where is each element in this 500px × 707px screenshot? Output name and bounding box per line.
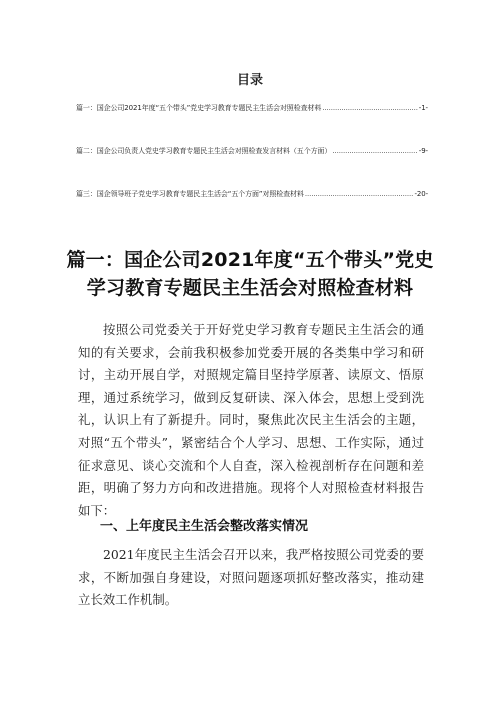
- toc-entry-3[interactable]: [76, 189, 428, 199]
- document-title-line-1: 篇一：国企公司2021年度“五个带头”党史: [66, 249, 434, 271]
- toc-entry-text: 篇二：国企公司负责人党史学习教育专题民主生活会对照检查发言材料（五个方面）: [76, 147, 332, 155]
- toc-entry-text: 篇三：国企领导班子党史学习教育专题民主生活会“五个方面”对照检查材料: [76, 190, 304, 198]
- section-heading-1: 一、上年度民主生活会整改落实情况: [100, 519, 309, 534]
- toc-leader: [332, 147, 417, 155]
- toc-entry-page: -20-: [414, 190, 428, 198]
- intro-paragraph: 按照公司党委关于开好党史学习教育专题民主生活会的通知的有关要求，会前我积极参加党委开展的各类集中学习和研讨，主动开展自学，对照规定篇目坚持学原著、读原文、悟原理，通过系统学习，做到反复研读、深入体会，思想上受到洗礼，认识上有了新提升。同时，聚焦此次民主生活会的主题，对照“五个带头”，紧密结合个人学习、思想、工作实际，通过征求意见、谈心交流和个人自查，深入检视剖析存在问题和差距，明确了努力方向和改进措施。现将个人对照检查材料报告如下：: [78, 322, 424, 518]
- section-1-paragraph: 2021年度民主生活会召开以来，我严格按照公司党委的要求，不断加强自身建设，对照问题逐项抓好整改落实，推动建立长效工作机制。: [78, 547, 424, 608]
- toc-entry-page: -9-: [418, 147, 428, 155]
- document-title-line-2: 学习教育专题民主生活会对照检查材料: [86, 277, 414, 299]
- toc-title: 目录: [236, 73, 263, 88]
- toc-leader: [305, 190, 414, 198]
- toc-leader: [322, 104, 418, 112]
- toc-entry-1[interactable]: [76, 103, 428, 113]
- toc-entry-text: 篇一：国企公司2021年度“五个带头”党史学习教育专题民主生活会对照检查材料: [76, 104, 322, 112]
- toc-entry-page: -1-: [418, 104, 428, 112]
- toc-entry-2[interactable]: [76, 146, 428, 156]
- document-title: [60, 246, 440, 302]
